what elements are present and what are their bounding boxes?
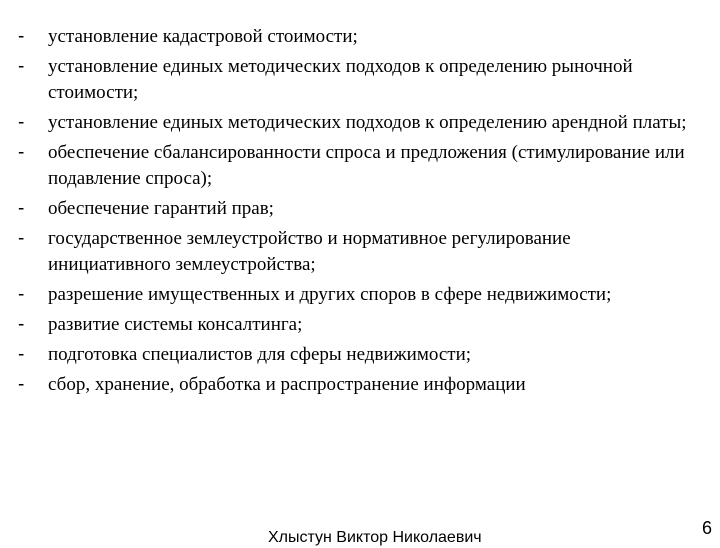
bullet-dash: - [18, 142, 25, 163]
list-item [16, 342, 696, 368]
bullet-dash: - [18, 198, 25, 219]
bullet-dash: - [18, 112, 25, 133]
bullet-dash: - [18, 56, 25, 77]
list-item-text: подготовка специалистов для сферы недвижимости; [48, 344, 472, 365]
bullet-dash: - [18, 284, 25, 305]
list-item [16, 312, 696, 338]
list-item-text: сбор, хранение, обработка и распространение информации [48, 374, 526, 395]
footer-author: Хлыстун Виктор Николаевич [268, 529, 482, 546]
list-item-text: обеспечение гарантий прав; [48, 198, 274, 219]
list-item [16, 282, 696, 308]
bullet-list [16, 24, 696, 402]
bullet-dash: - [18, 228, 25, 249]
list-item-text: установление единых методических подходов к определению арендной платы; [48, 112, 687, 133]
list-item-text: разрешение имущественных и других споров в сфере недвижимости; [48, 284, 612, 305]
list-item-text: развитие системы консалтинга; [48, 314, 303, 335]
list-item-text: государственное землеустройство и нормативное регулирование инициативного землеустройства; [48, 228, 571, 275]
list-item [16, 372, 696, 398]
list-item [16, 54, 696, 106]
bullet-dash: - [18, 374, 25, 395]
list-item-text: установление единых методических подходов к определению рыночной стоимости; [48, 56, 633, 103]
list-item [16, 24, 696, 50]
list-item [16, 140, 696, 192]
page-number: 6 [702, 518, 713, 538]
bullet-dash: - [18, 26, 25, 47]
list-item-text: установление кадастровой стоимости; [48, 26, 358, 47]
bullet-dash: - [18, 314, 25, 335]
list-item-text: обеспечение сбалансированности спроса и предложения (стимулирование или подавление спроса); [48, 142, 685, 189]
list-item [16, 226, 696, 278]
list-item [16, 196, 696, 222]
list-item [16, 110, 696, 136]
bullet-dash: - [18, 344, 25, 365]
